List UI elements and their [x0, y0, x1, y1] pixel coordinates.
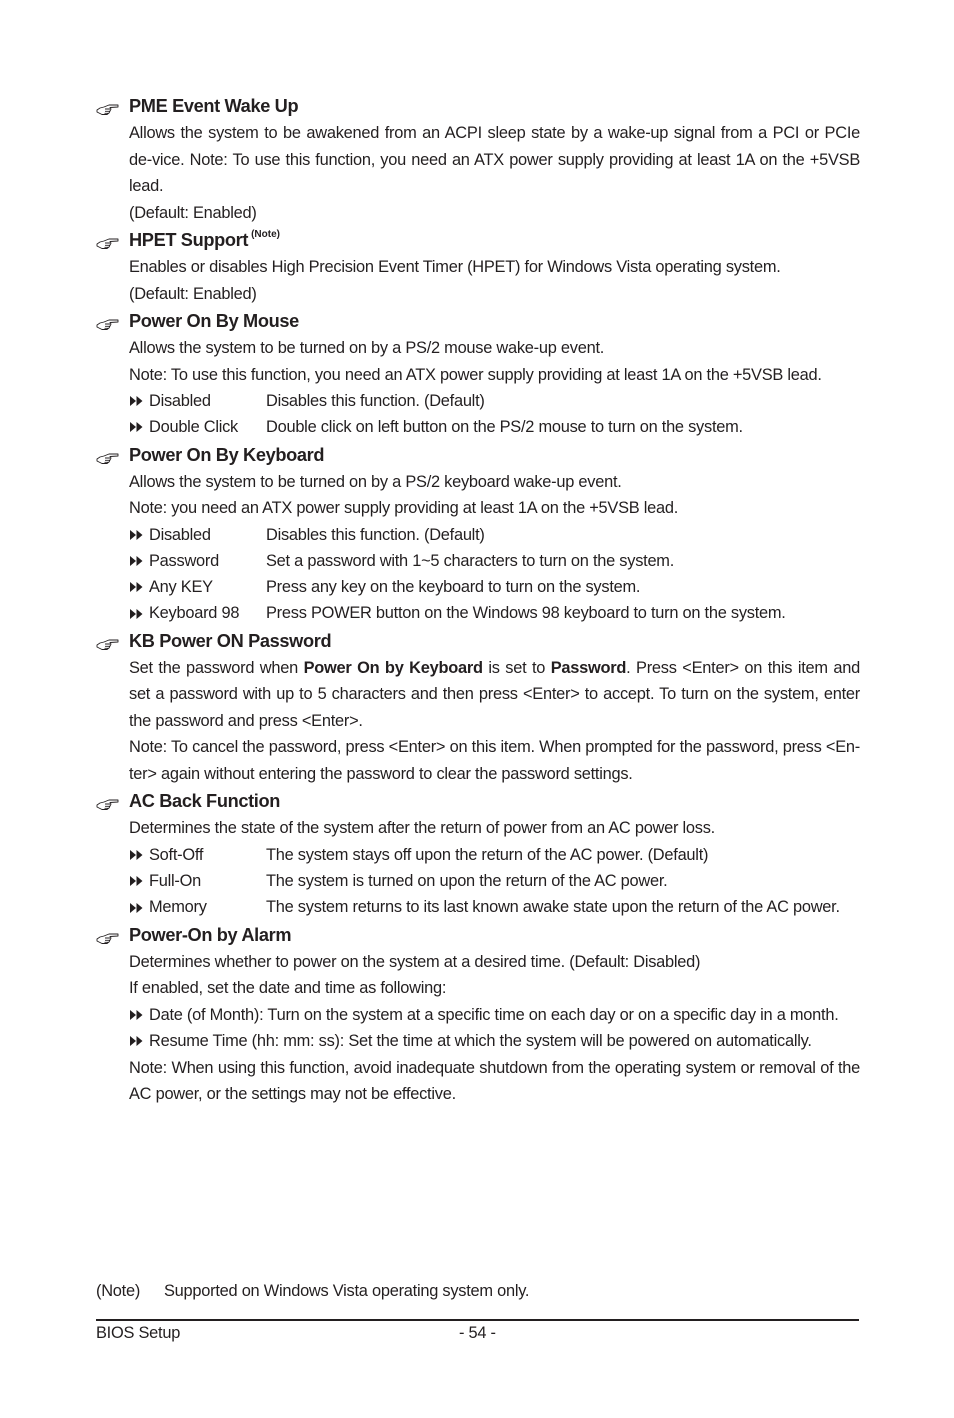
- option-row: [129, 522, 860, 548]
- section-heading: [96, 627, 860, 655]
- section-power-on-by-mouse: [96, 307, 860, 441]
- section-heading: [96, 307, 860, 335]
- section-body: [129, 815, 860, 920]
- pointing-hand-icon: [96, 636, 120, 652]
- option-row: [129, 868, 860, 894]
- paragraph: Note: When using this function, avoid inadequate shutdown from the operating system or removal of the AC power, or the settings may not be effective.: [129, 1058, 860, 1104]
- footnote-mark: (Note): [96, 1282, 141, 1300]
- section-title: Power-On by Alarm: [129, 924, 292, 945]
- option-key: Full-On: [149, 872, 201, 891]
- paragraph: (Default: Enabled): [129, 203, 257, 222]
- option-key: Memory: [149, 898, 207, 917]
- double-arrow-icon: [129, 574, 149, 600]
- section-power-on-by-keyboard: [96, 441, 860, 627]
- option-key: Any KEY: [149, 578, 213, 597]
- section-body: [129, 469, 860, 627]
- pointing-hand-icon: [96, 235, 120, 251]
- paragraph: Determines whether to power on the system at a desired time. (Default: Disabled): [129, 952, 701, 971]
- paragraph: Note: To use this function, you need an ATX power supply providing at least 1A on the +5VSB lead.: [129, 365, 822, 384]
- option-key: Double Click: [149, 418, 239, 437]
- option-key: Disabled: [149, 392, 211, 410]
- section-body: [129, 949, 860, 1108]
- double-arrow-icon: [129, 522, 149, 548]
- paragraph: Enables or disables High Precision Event Timer (HPET) for Windows Vista operating system.: [129, 258, 781, 276]
- option-key: Disabled: [149, 525, 211, 544]
- text-run: is set to: [482, 658, 551, 677]
- paragraph: [129, 655, 860, 735]
- section-power-on-by-alarm: [96, 921, 860, 1108]
- pointing-hand-icon: [96, 101, 120, 117]
- section-body: [129, 254, 860, 307]
- double-arrow-icon: [129, 842, 149, 868]
- section-title: [129, 221, 280, 254]
- section-heading: [96, 441, 860, 469]
- double-arrow-icon: [129, 548, 149, 574]
- pointing-hand-icon: [96, 316, 120, 332]
- option-key: Keyboard 98: [149, 604, 240, 623]
- option-key: Password: [149, 551, 219, 570]
- pointing-hand-icon: [96, 930, 120, 946]
- option-desc: Disables this function. (Default): [266, 525, 485, 544]
- text-run: . Press <Enter> on this item and set a password with up to 5 characters and then press <Enter> to accept. To turn on the system, enter the password and press <Enter>.: [129, 658, 860, 730]
- paragraph: Note: you need an ATX power supply providing at least 1A on the +5VSB lead.: [129, 499, 679, 518]
- section-title: Power On By Mouse: [129, 311, 299, 331]
- double-arrow-icon: [129, 1028, 149, 1055]
- section-title: AC Back Function: [129, 791, 281, 812]
- text-run: Set the password when: [129, 658, 304, 677]
- option-desc: Set a password with 1~5 characters to turn on the system.: [266, 551, 675, 570]
- section-kb-power-on-password: [96, 627, 860, 788]
- double-arrow-icon: [129, 388, 149, 414]
- option-desc: Press any key on the keyboard to turn on the system.: [266, 578, 641, 597]
- option-desc: Press POWER button on the Windows 98 keyboard to turn on the system.: [266, 604, 786, 623]
- paragraph: If enabled, set the date and time as following:: [129, 979, 447, 998]
- section-title: KB Power ON Password: [129, 630, 332, 651]
- section-body: [129, 335, 860, 441]
- section-heading: [96, 787, 860, 815]
- section-hpet-support: [96, 226, 860, 307]
- footnote-text: Supported on Windows Vista operating system only.: [164, 1282, 530, 1300]
- section-ac-back-function: [96, 787, 860, 920]
- section-title-text: HPET Support: [129, 230, 249, 250]
- paragraph: Allows the system to be awakened from an ACPI sleep state by a wake-up signal from a PCI or PCIe de-vice. Note: To use this function, you need an ATX power supply providing at least 1A on the +5VSB lead.: [129, 124, 860, 195]
- option-row: [129, 414, 860, 440]
- option-row: [129, 574, 860, 600]
- footer-title: BIOS Setup: [96, 1324, 181, 1342]
- double-arrow-icon: [129, 600, 149, 626]
- paragraph: Allows the system to be turned on by a PS/2 keyboard wake-up event.: [129, 472, 622, 491]
- section-title: PME Event Wake Up: [129, 96, 299, 116]
- section-body: [129, 655, 860, 788]
- option-key: Soft-Off: [149, 845, 204, 864]
- double-arrow-icon: [129, 1002, 149, 1029]
- paragraph: Note: To cancel the password, press <Enter> on this item. When prompted for the password, press <En-ter> again without entering the password to clear the password settings.: [129, 738, 860, 783]
- bold-term: Power On by Keyboard: [303, 658, 483, 677]
- option-desc: The system returns to its last known awake state upon the return of the AC power.: [266, 898, 840, 917]
- bold-term: Password: [550, 658, 627, 677]
- option-row: [129, 600, 860, 626]
- option-desc: Double click on left button on the PS/2 mouse to turn on the system.: [266, 418, 743, 437]
- section-pme-event-wake-up: [96, 92, 860, 226]
- paragraph: (Default: Enabled): [129, 284, 257, 303]
- section-body: [129, 120, 860, 226]
- option-desc: The system stays off upon the return of the AC power. (Default): [266, 845, 709, 864]
- option-row: [129, 548, 860, 574]
- bullet-text: Date (of Month): Turn on the system at a specific time on each day or on a specific day in a month.: [149, 1005, 839, 1024]
- double-arrow-icon: [129, 894, 149, 920]
- double-arrow-icon: [129, 868, 149, 894]
- pointing-hand-icon: [96, 796, 120, 812]
- section-heading: [96, 921, 860, 949]
- paragraph: Determines the state of the system after the return of power from an AC power loss.: [129, 819, 715, 838]
- pointing-hand-icon: [96, 450, 120, 466]
- bullet-text: Resume Time (hh: mm: ss): Set the time at which the system will be powered on automatically.: [149, 1032, 812, 1051]
- footer-rule: [96, 1319, 859, 1321]
- footnote: [96, 1279, 529, 1303]
- page-content: [96, 92, 860, 1108]
- page-number: - 54 -: [459, 1324, 496, 1342]
- section-title: Power On By Keyboard: [129, 444, 325, 465]
- note-superscript: (Note): [251, 229, 280, 240]
- option-desc: Disables this function. (Default): [266, 392, 485, 410]
- bullet-row: [129, 1002, 860, 1029]
- section-heading: [96, 226, 860, 254]
- double-arrow-icon: [129, 414, 149, 440]
- option-row: [129, 388, 860, 414]
- bullet-row: [129, 1028, 860, 1055]
- option-desc: The system is turned on upon the return of the AC power.: [266, 872, 668, 891]
- option-row: [129, 842, 860, 868]
- paragraph: Allows the system to be turned on by a PS/2 mouse wake-up event.: [129, 339, 605, 357]
- section-heading: [96, 92, 860, 120]
- option-row: [129, 894, 860, 920]
